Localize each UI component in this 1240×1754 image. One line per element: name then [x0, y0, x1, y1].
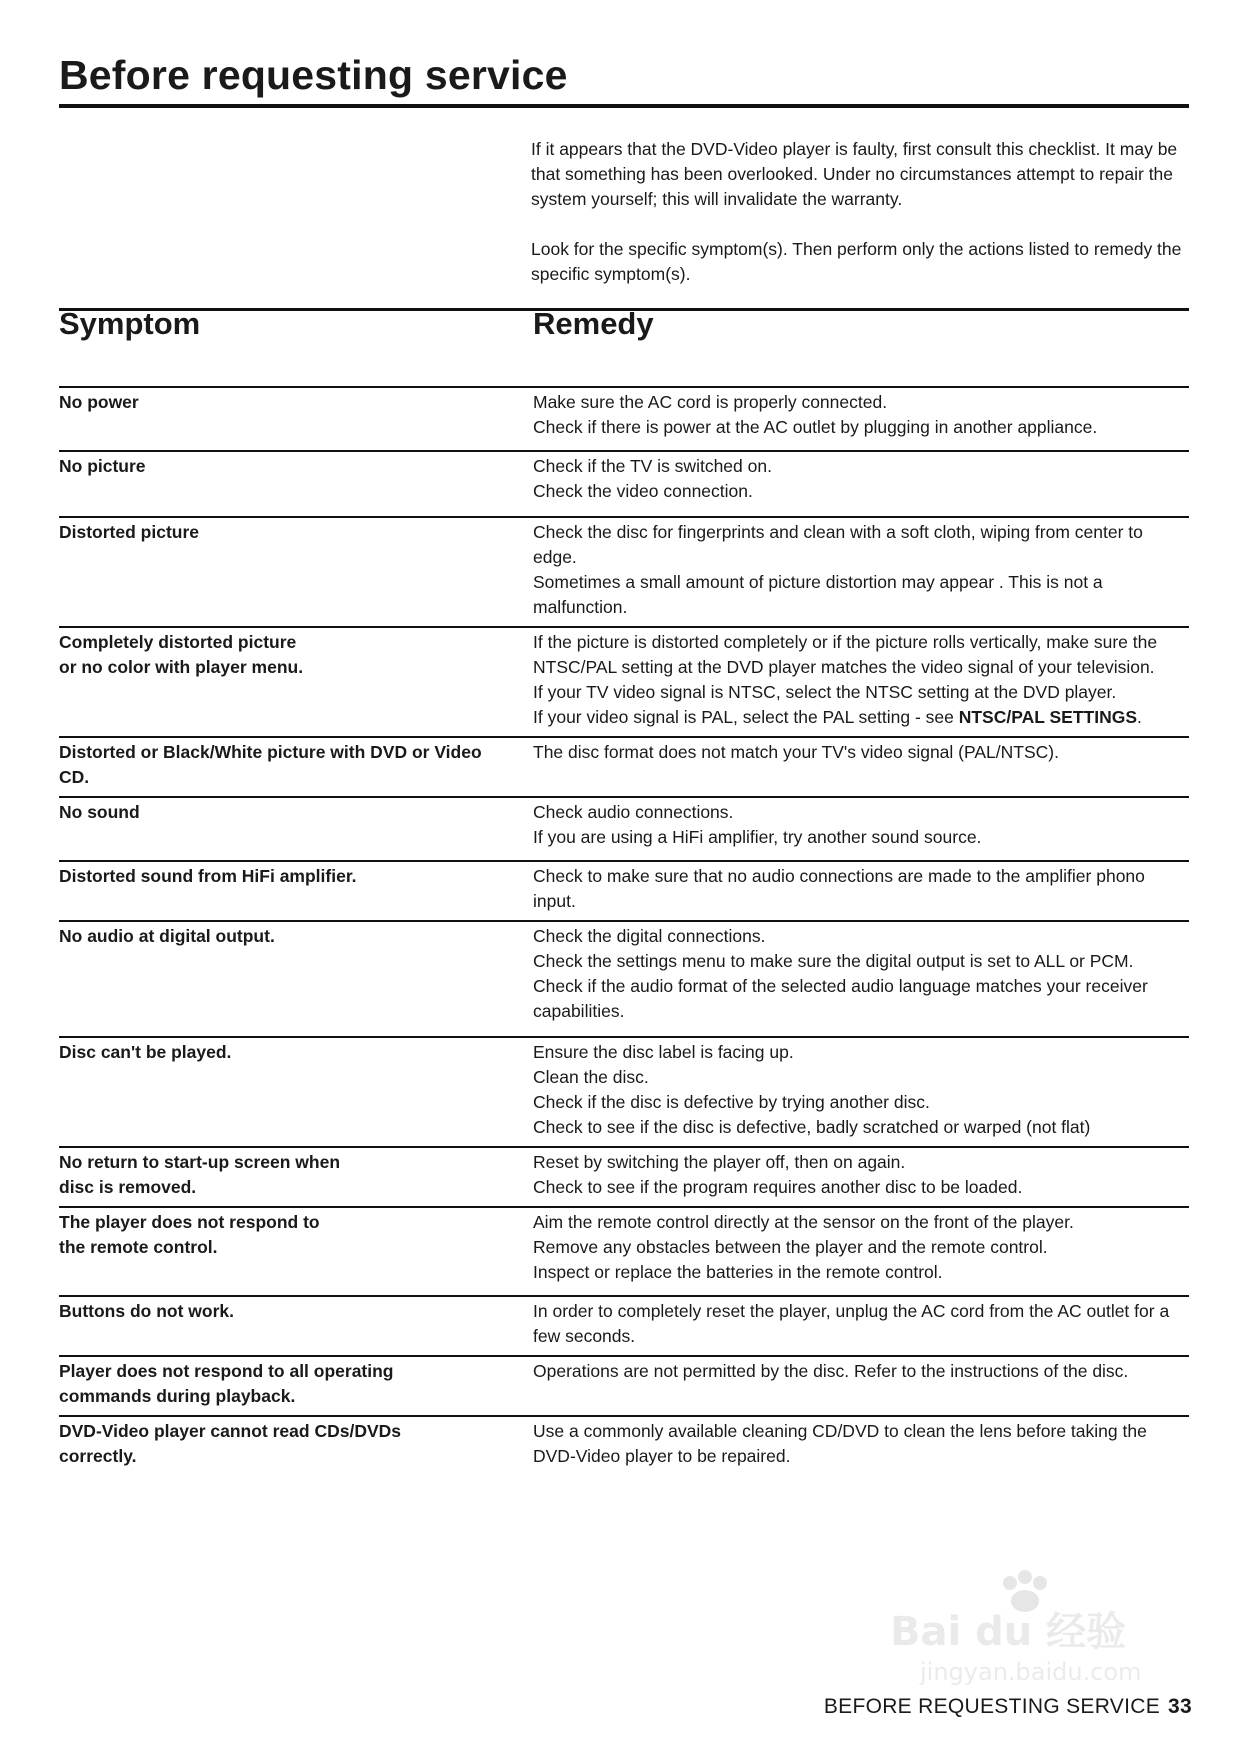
remedy-text: Remove any obstacles between the player and the remote control.	[533, 1237, 1048, 1257]
table-row	[59, 1146, 1189, 1206]
symptom-cell	[59, 798, 533, 850]
remedy-text: If you are using a HiFi amplifier, try another sound source.	[533, 827, 982, 847]
remedy-line	[533, 1115, 1189, 1140]
remedy-cell	[533, 1148, 1189, 1200]
symptom-cell	[59, 388, 533, 440]
baidu-watermark	[870, 1565, 1180, 1685]
remedy-cell	[533, 518, 1189, 620]
remedy-cell	[533, 1297, 1189, 1349]
remedy-line	[533, 1299, 1189, 1349]
remedy-text: Check if the disc is defective by trying another disc.	[533, 1092, 930, 1112]
remedy-text: Check to make sure that no audio connections are made to the amplifier phono input.	[533, 866, 1145, 911]
remedy-line	[533, 1090, 1189, 1115]
symptom-text: Distorted sound from HiFi amplifier.	[59, 866, 357, 886]
remedy-text: Clean the disc.	[533, 1067, 649, 1087]
remedy-line	[533, 390, 1189, 415]
table-row	[59, 736, 1189, 796]
watermark-brand: Bai du 经验	[890, 1609, 1127, 1655]
remedy-cell	[533, 388, 1189, 440]
intro-text	[531, 137, 1186, 312]
remedy-text: Check to see if the disc is defective, badly scratched or warped (not flat)	[533, 1117, 1091, 1137]
remedy-text: In order to completely reset the player, unplug the AC cord from the AC outlet for a few seconds.	[533, 1301, 1170, 1346]
symptom-text: No picture	[59, 456, 146, 476]
remedy-line	[533, 1150, 1189, 1175]
remedy-line	[533, 1359, 1189, 1384]
table-row	[59, 386, 1189, 450]
remedy-cell	[533, 862, 1189, 914]
remedy-line	[533, 630, 1189, 680]
table-row	[59, 796, 1189, 860]
remedy-cell	[533, 738, 1189, 790]
intro-paragraph: If it appears that the DVD-Video player is faulty, first consult this checklist. It may be that something has been overlooked. Under no circumstances attempt to repair the system yourself; this will invalidate the warranty.	[531, 139, 1178, 209]
table-row	[59, 1295, 1189, 1355]
remedy-text: Check the disc for fingerprints and clean with a soft cloth, wiping from center to edge.	[533, 522, 1143, 567]
symptom-cell	[59, 1208, 533, 1285]
symptom-text: No power	[59, 392, 139, 412]
symptom-cell	[59, 628, 533, 730]
remedy-line	[533, 1040, 1189, 1065]
remedy-cell	[533, 1357, 1189, 1409]
symptom-text: Distorted picture	[59, 522, 200, 542]
remedy-line	[533, 1235, 1189, 1260]
symptom-cell	[59, 738, 533, 790]
symptom-text: the remote control.	[59, 1237, 218, 1257]
symptom-text: correctly.	[59, 1446, 137, 1466]
table-row	[59, 1415, 1189, 1469]
remedy-column-header: Remedy	[533, 306, 654, 341]
remedy-text: Check to see if the program requires another disc to be loaded.	[533, 1177, 1023, 1197]
intro-paragraph: Look for the specific symptom(s). Then perform only the actions listed to remedy the specific symptom(s).	[531, 239, 1182, 284]
remedy-cell	[533, 1417, 1189, 1469]
symptom-text: No audio at digital output.	[59, 926, 275, 946]
remedy-cell	[533, 1208, 1189, 1285]
remedy-text: Check if there is power at the AC outlet by plugging in another appliance.	[533, 417, 1098, 437]
remedy-text: Make sure the AC cord is properly connected.	[533, 392, 888, 412]
remedy-line	[533, 1065, 1189, 1090]
remedy-line	[533, 974, 1189, 1024]
table-row	[59, 450, 1189, 516]
symptom-text: Disc can't be played.	[59, 1042, 232, 1062]
remedy-line	[533, 705, 1189, 730]
remedy-text: Sometimes a small amount of picture distortion may appear . This is not a malfunction.	[533, 572, 1103, 617]
symptom-cell	[59, 1148, 533, 1200]
symptom-column-header: Symptom	[59, 306, 201, 341]
remedy-line	[533, 1210, 1189, 1235]
page-title: Before requesting service	[59, 52, 568, 98]
symptom-cell	[59, 1038, 533, 1140]
title-rule	[59, 104, 1189, 108]
remedy-line	[533, 1175, 1189, 1200]
symptom-cell	[59, 1297, 533, 1349]
remedy-line	[533, 454, 1189, 479]
symptom-text: Distorted or Black/White picture with DVD or Video CD.	[59, 742, 482, 787]
symptom-cell	[59, 1417, 533, 1469]
table-row	[59, 920, 1189, 1036]
watermark-url: jingyan.baidu.com	[920, 1658, 1142, 1685]
remedy-line	[533, 825, 1189, 850]
remedy-line	[533, 680, 1189, 705]
remedy-text: Ensure the disc label is facing up.	[533, 1042, 794, 1062]
remedy-line	[533, 570, 1189, 620]
remedy-line	[533, 415, 1189, 440]
symptom-text: The player does not respond to	[59, 1212, 320, 1232]
symptom-text: Completely distorted picture	[59, 632, 297, 652]
remedy-line	[533, 520, 1189, 570]
symptom-text: Buttons do not work.	[59, 1301, 234, 1321]
remedy-text: Check the digital connections.	[533, 926, 766, 946]
remedy-cell	[533, 628, 1189, 730]
remedy-text: If your TV video signal is NTSC, select the NTSC setting at the DVD player.	[533, 682, 1117, 702]
footer-label: BEFORE REQUESTING SERVICE	[823, 1695, 1161, 1718]
table-row	[59, 1355, 1189, 1415]
remedy-text: Inspect or replace the batteries in the remote control.	[533, 1262, 943, 1282]
table-row	[59, 516, 1189, 626]
remedy-cell	[533, 452, 1189, 504]
table-row	[59, 860, 1189, 920]
symptom-cell	[59, 922, 533, 1024]
remedy-cell	[533, 798, 1189, 850]
remedy-line	[533, 740, 1189, 765]
symptom-cell	[59, 862, 533, 914]
remedy-text: Check if the TV is switched on.	[533, 456, 772, 476]
remedy-text: The disc format does not match your TV's video signal (PAL/NTSC).	[533, 742, 1059, 762]
remedy-line	[533, 1419, 1189, 1469]
symptom-cell	[59, 452, 533, 504]
symptom-text: No return to start-up screen when	[59, 1152, 341, 1172]
remedy-text: Check audio connections.	[533, 802, 734, 822]
remedy-text: If your video signal is PAL, select the PAL setting - see	[533, 707, 959, 727]
symptom-text: commands during playback.	[59, 1386, 296, 1406]
remedy-line	[533, 864, 1189, 914]
remedy-text: If the picture is distorted completely or if the picture rolls vertically, make sure the NTSC/PAL setting at the DVD player matches the video signal of your television.	[533, 632, 1158, 677]
table-row	[59, 1206, 1189, 1295]
page-footer	[824, 1695, 1192, 1719]
symptom-text: or no color with player menu.	[59, 657, 304, 677]
page-number: 33	[1168, 1695, 1192, 1718]
remedy-text: Check the video connection.	[533, 481, 753, 501]
symptom-text: disc is removed.	[59, 1177, 197, 1197]
remedy-tail: .	[1137, 707, 1142, 727]
troubleshooting-table	[59, 386, 1189, 1469]
remedy-line	[533, 800, 1189, 825]
symptom-cell	[59, 518, 533, 620]
remedy-line	[533, 924, 1189, 949]
remedy-text: Aim the remote control directly at the sensor on the front of the player.	[533, 1212, 1074, 1232]
symptom-cell	[59, 1357, 533, 1409]
remedy-text: Reset by switching the player off, then on again.	[533, 1152, 906, 1172]
remedy-line	[533, 479, 1189, 504]
remedy-cell	[533, 922, 1189, 1024]
remedy-line	[533, 1260, 1189, 1285]
remedy-text: Operations are not permitted by the disc. Refer to the instructions of the disc.	[533, 1361, 1129, 1381]
table-row	[59, 1036, 1189, 1146]
remedy-bold-reference: NTSC/PAL SETTINGS	[958, 707, 1137, 727]
remedy-text: Use a commonly available cleaning CD/DVD to clean the lens before taking the DVD-Video player to be repaired.	[533, 1421, 1147, 1466]
symptom-text: Player does not respond to all operating	[59, 1361, 394, 1381]
symptom-text: No sound	[59, 802, 140, 822]
symptom-text: DVD-Video player cannot read CDs/DVDs	[59, 1421, 401, 1441]
remedy-text: Check the settings menu to make sure the digital output is set to ALL or PCM.	[533, 951, 1134, 971]
remedy-text: Check if the audio format of the selected audio language matches your receiver capabilities.	[533, 976, 1148, 1021]
remedy-line	[533, 949, 1189, 974]
table-row	[59, 626, 1189, 736]
remedy-cell	[533, 1038, 1189, 1140]
